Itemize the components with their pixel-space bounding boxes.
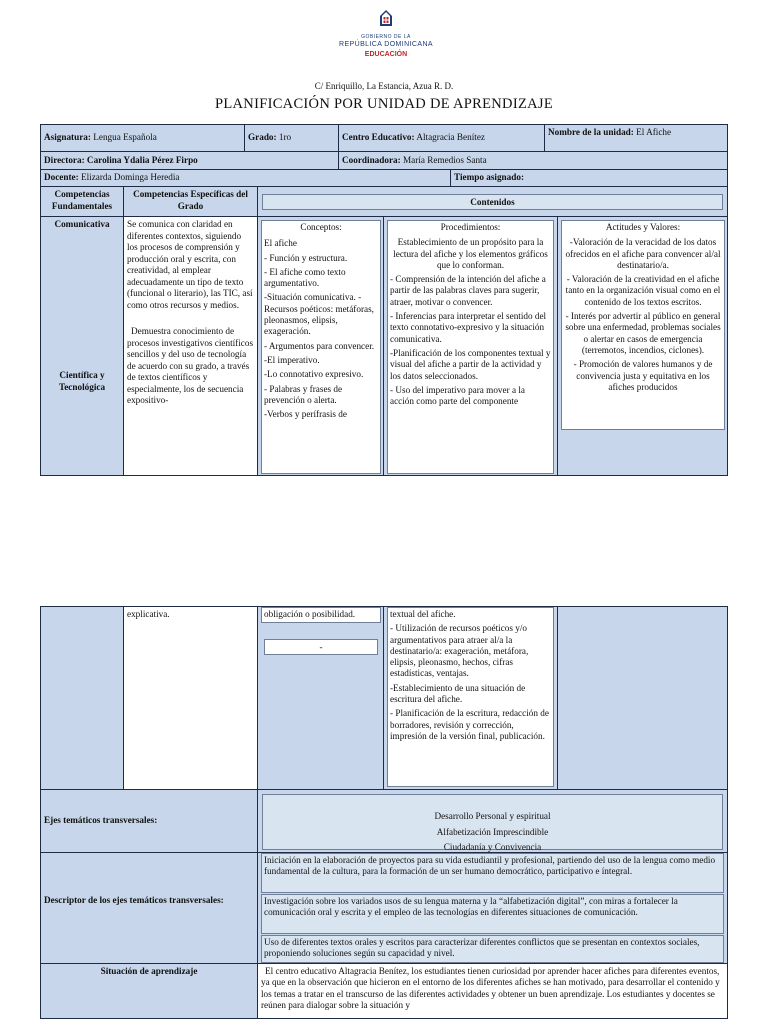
actitudes-cell-2	[557, 606, 728, 790]
procedimiento-item: - Comprensión de la intención del afiche a partir de las palabras claves para sugerir, atraer, motivar o convencer.	[390, 274, 546, 307]
actitud-item: -Valoración de la veracidad de los datos ofrecidos en el afiche para convencer al/al destinatario/a.	[565, 237, 721, 270]
asignatura-label: Asignatura:	[44, 132, 91, 142]
descriptor-box-3	[261, 935, 724, 963]
eje-item: Alfabetización Imprescindible	[436, 826, 549, 837]
conceptos-dash-box	[264, 639, 378, 655]
concepto-cont: obligación o posibilidad.	[264, 609, 356, 619]
procedimientos-cell	[383, 216, 558, 476]
descriptor-item: Uso de diferentes textos orales y escritos para caracterizar diferentes conflictos que se presentan en contextos sociales, proponiendo soluciones según su capacidad y nivel.	[264, 937, 700, 959]
descriptor-label: Descriptor de los ejes temáticos transversales:	[44, 895, 224, 905]
eje-item: Desarrollo Personal y espiritual	[434, 811, 551, 821]
conceptos-cell-2	[257, 606, 384, 790]
centro-label: Centro Educativo:	[342, 132, 415, 142]
grado-label: Grado:	[248, 132, 277, 142]
comp-esp-2: Demuestra conocimiento de procesos investigativos científicos sencillos y del uso de tecnología de acuerdo con su grado, a través de textos científicos y especialmente, los de secuencia expositivo-	[127, 326, 254, 405]
eje-item: Ciudadanía y Convivencia	[443, 842, 542, 852]
procedimiento-item: - Uso del imperativo para mover a la acción como parte del componente	[390, 384, 525, 407]
unidad-cell	[544, 124, 728, 152]
procedimientos-cell-2	[383, 606, 558, 790]
conceptos-title: Conceptos:	[300, 222, 342, 232]
contenidos-header	[257, 186, 728, 217]
ministry-logo	[330, 8, 442, 64]
grado-value: 1ro	[278, 132, 292, 142]
descriptor-value-cell	[257, 852, 728, 964]
ejes-box	[262, 794, 723, 850]
contenidos-header-text: Contenidos	[470, 197, 515, 207]
descriptor-item: Investigación sobre los variados usos de su lengua materna y la “alfabetización digital”, con miras a fortalecer la comunicación oral y escrita y el empleo de las tecnologías en diferentes situaciones de comunicación.	[264, 896, 678, 918]
descriptor-label-cell	[40, 852, 258, 964]
concepto-item: -El imperativo.	[264, 354, 320, 365]
procedimiento-item: textual del afiche.	[390, 609, 456, 619]
procedimiento-item: Establecimiento de un propósito para la lectura del afiche y los elementos gráficos que lo conforman.	[393, 237, 548, 270]
situacion-value-cell	[257, 963, 728, 1019]
situacion-label: Situación de aprendizaje	[100, 966, 198, 976]
actitud-item: - Interés por advertir al público en general sobre una enfermedad, problemas sociales o alertar en casos de emergencia (terremotos, incendios, ciclones).	[565, 311, 721, 355]
procedimientos-box	[387, 220, 554, 474]
crest-icon	[374, 8, 398, 32]
logo-line1: GOBIERNO DE LA	[361, 34, 411, 40]
conceptos-box-2	[261, 607, 381, 623]
coordinadora-cell	[338, 151, 728, 170]
docente-label: Docente:	[44, 172, 79, 182]
tiempo-cell	[450, 169, 728, 187]
comp-esp-cell-2	[123, 606, 258, 790]
ejes-label-cell	[40, 789, 258, 853]
procedimientos-box-2	[387, 607, 554, 787]
comp-fund-cell-2	[40, 606, 124, 790]
ejes-label: Ejes temáticos transversales:	[44, 815, 158, 825]
coordinadora-value: María Remedios Santa	[403, 155, 487, 165]
concepto-item: El afiche	[264, 238, 297, 249]
directora-label: Directora: Carolina Ydalia Pérez Firpo	[44, 155, 198, 165]
directora-cell	[40, 151, 339, 170]
concepto-item: - Palabras y frases de prevención o alerta.	[264, 383, 343, 405]
conceptos-box	[261, 220, 381, 474]
situacion-text: El centro educativo Altagracia Benítez, los estudiantes tienen curiosidad por aprender hacer afiches para diferentes eventos, ya que en la observación que hicieron en el entorno de los diferentes afiches se han motivado, para desarrollar el contenido y los temas a tratar en el transcurso de las diferentes actividades y obtener un buen aprendizaje. Los estudiantes y docentes se reúnen para dialogar sobre la situación y	[261, 966, 720, 1010]
actitud-item: - Promoción de valores humanos y de convivencia justa y equitativa en los afiches producidos	[573, 359, 713, 392]
procedimiento-item: - Inferencias para interpretar el sentido del texto connotativo-expresivo y la situación comunicativa.	[390, 311, 547, 344]
comp-fund-header-text: Competencias Fundamentales	[51, 189, 113, 211]
descriptor-box-1	[261, 853, 724, 893]
comp-esp-header	[123, 186, 258, 217]
descriptor-box-2	[261, 894, 724, 934]
procedimiento-item: -Establecimiento de una situación de escritura del afiche.	[390, 682, 526, 705]
concepto-item: - El afiche como texto argumentativo.	[264, 266, 346, 289]
comp-fund-cientifica: Científica y Tecnológica	[58, 370, 106, 392]
centro-cell	[338, 124, 545, 152]
asignatura-cell	[40, 124, 245, 152]
actitudes-cell	[557, 216, 728, 476]
actitud-item: - Valoración de la creatividad en el afiche tanto en la organización visual como en el contenido de los textos escritos.	[565, 274, 721, 307]
unidad-label: Nombre de la unidad:	[548, 127, 634, 137]
comp-esp-cont: explicativa.	[127, 609, 170, 619]
concepto-dash: -	[319, 642, 323, 652]
comp-esp-1: Se comunica con claridad en diferentes contextos, siguiendo los procesos de comprensión y producción oral y escrita, con creatividad, al emplear adecuadamente un tipo de texto (funcional o literario), las TIC, así como otros recursos y medios.	[127, 219, 253, 310]
unidad-value: El Afiche	[636, 127, 672, 137]
comp-esp-cell	[123, 216, 258, 476]
logo-line2: REPÚBLICA DOMINICANA	[339, 41, 433, 48]
procedimientos-title: Procedimientos:	[440, 222, 501, 232]
situacion-label-cell	[40, 963, 258, 1019]
school-address: C/ Enriquillo, La Estancia, Azua R. D.	[314, 81, 454, 91]
logo-line3: EDUCACIÓN	[364, 51, 408, 58]
docente-value: Elizarda Dominga Heredia	[81, 172, 180, 182]
comp-fund-comunicativa: Comunicativa	[54, 219, 110, 229]
contenidos-header-box	[262, 194, 723, 210]
actitudes-title: Actitudes y Valores:	[605, 222, 681, 232]
actitudes-box	[561, 220, 725, 430]
docente-cell	[40, 169, 451, 187]
procedimiento-item: -Planificación de los componentes textual y visual del afiche a partir de la actividad y los datos seleccionados.	[390, 347, 551, 381]
comp-esp-header-text: Competencias Específicas del Grado	[133, 189, 248, 211]
concepto-item: -Situación comunicativa. - Recursos poéticos: metáforas, pleonasmos, elipsis, exageración.	[264, 292, 374, 337]
concepto-item: -Verbos y perífrasis de	[264, 409, 347, 420]
asignatura-value: Lengua Española	[93, 132, 157, 142]
grado-cell	[244, 124, 339, 152]
concepto-item: - Argumentos para convencer.	[264, 340, 375, 351]
descriptor-item: Iniciación en la elaboración de proyectos para su vida estudiantil y profesional, partiendo del uso de la lengua como medio fundamental de la cultura, para la formación de un ser humano democrático, participativo e íntegral.	[264, 855, 716, 877]
coordinadora-label: Coordinadora:	[342, 155, 401, 165]
tiempo-label: Tiempo asignado:	[454, 172, 525, 182]
conceptos-cell	[257, 216, 384, 476]
concepto-item: -Lo connotativo expresivo.	[264, 369, 364, 380]
procedimiento-item: - Utilización de recursos poéticos y/o argumentativos para atraer al/a la destinatario/a: exageración, metáfora, elipsis, pleonasmo, hechos, cifras estadísticas, ventajas.	[390, 623, 529, 679]
comp-fund-header	[40, 186, 124, 217]
concepto-item: - Función y estructura.	[264, 252, 348, 263]
page-title: PLANIFICACIÓN POR UNIDAD DE APRENDIZAJE	[215, 96, 553, 112]
procedimiento-item: - Planificación de la escritura, redacción de borradores, revisión y corrección, impresión de la versión final, publicación.	[390, 708, 549, 741]
ejes-value-cell	[257, 789, 728, 853]
comp-fund-cell	[40, 216, 124, 476]
centro-value: Altagracia Benítez	[416, 132, 485, 142]
